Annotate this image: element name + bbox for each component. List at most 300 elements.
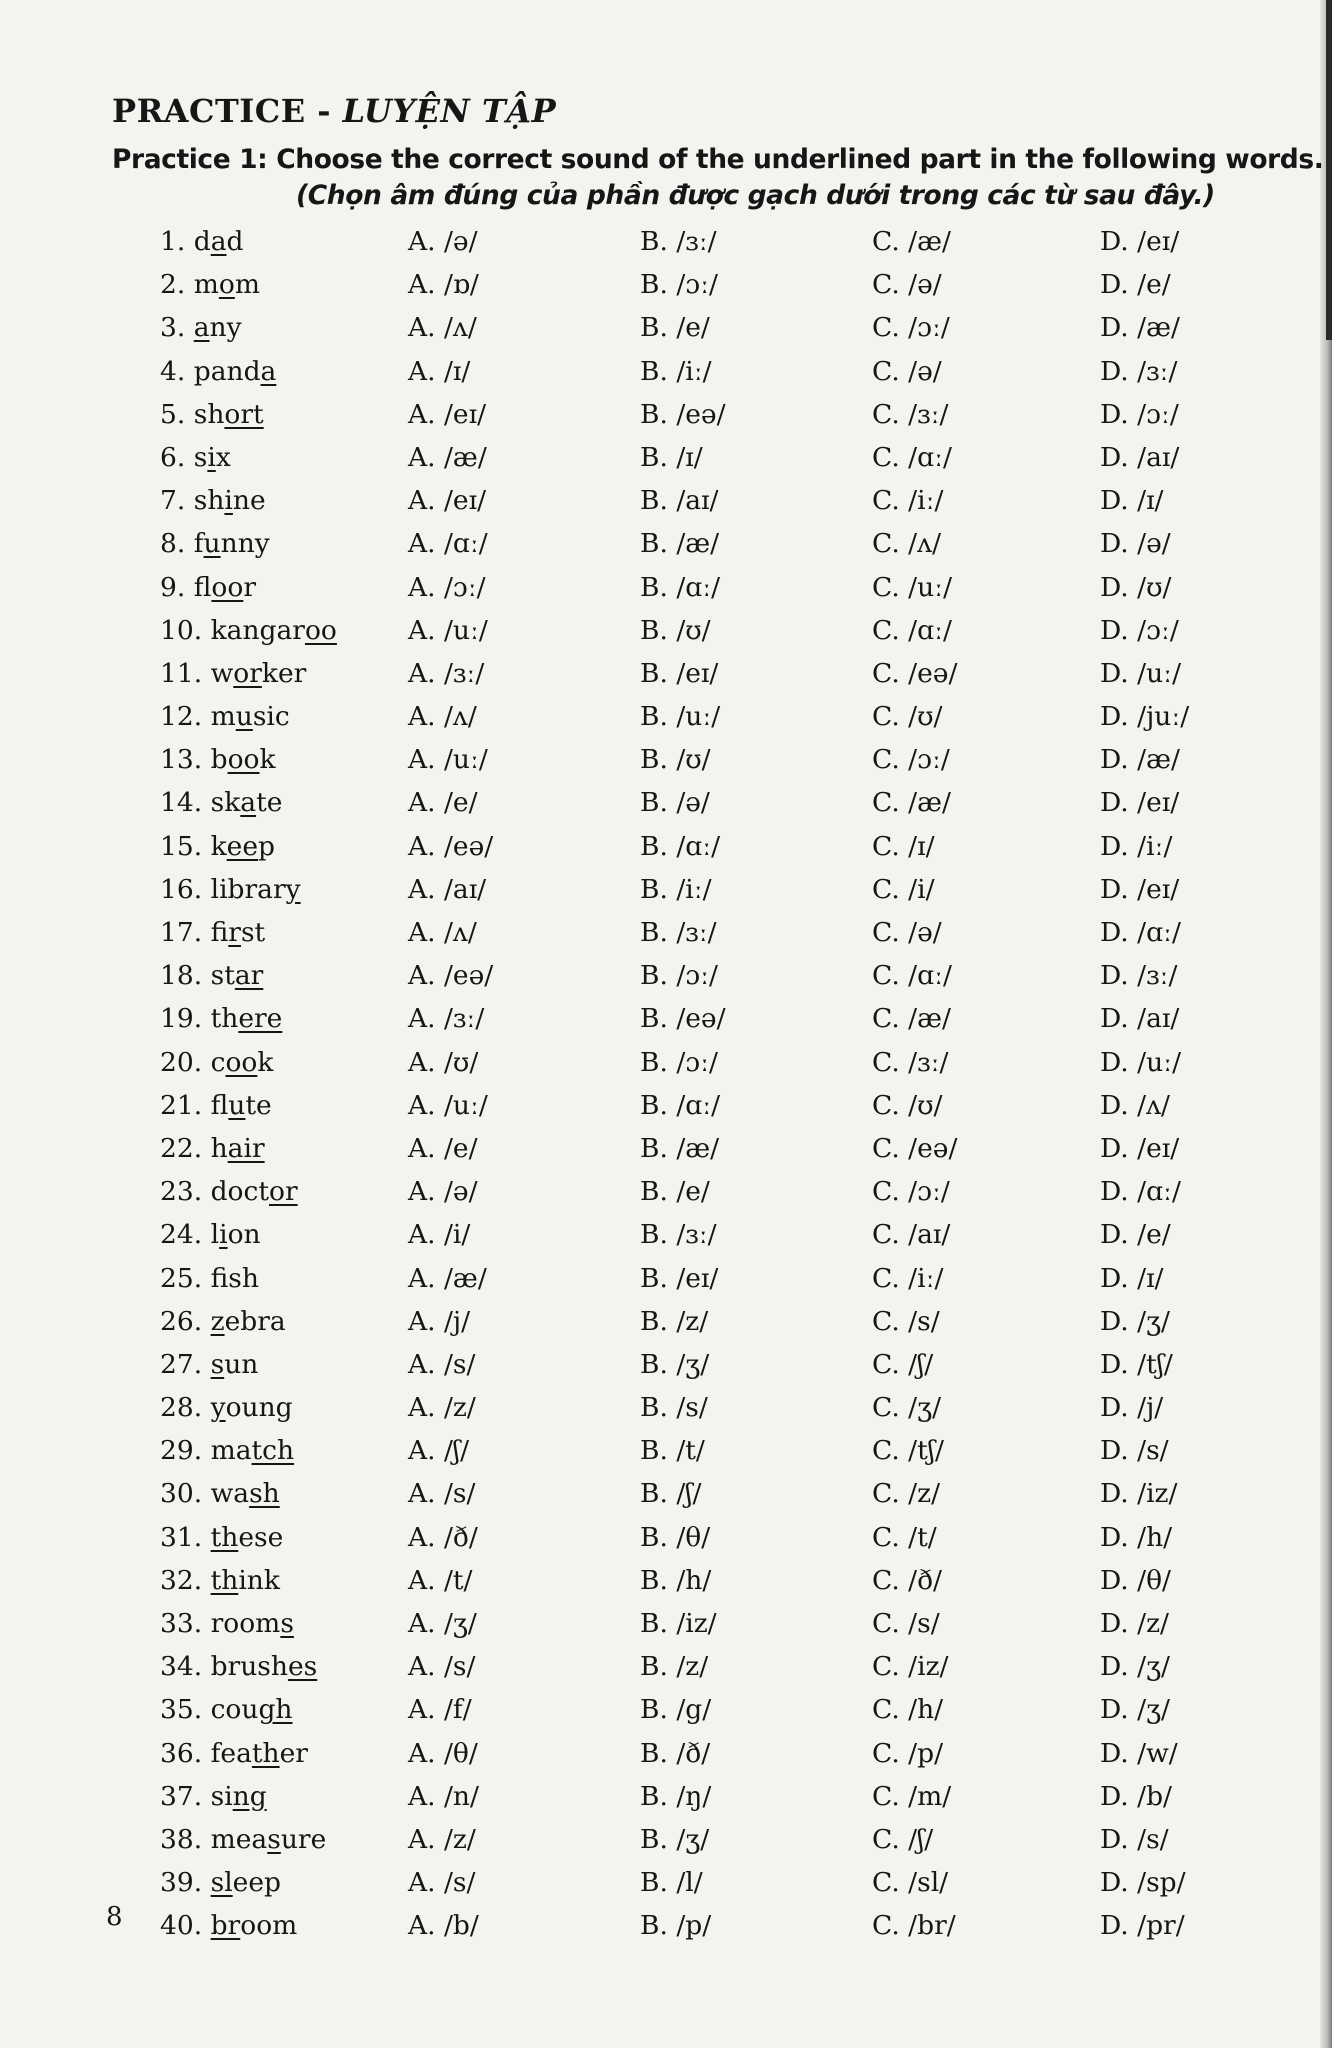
question-number: 13. (160, 744, 203, 776)
word-underlined: a (240, 787, 257, 819)
option-b: B. /z/ (640, 1651, 709, 1683)
question-word (160, 701, 290, 732)
word-underlined: ere (238, 1003, 283, 1035)
option-d: D. /pr/ (1100, 1910, 1185, 1942)
question-number: 29. (160, 1435, 203, 1467)
question-word (160, 1349, 258, 1380)
option-c: C. /ʊ/ (872, 701, 943, 733)
question-word (160, 744, 276, 775)
question-number: 38. (160, 1823, 203, 1855)
question-number: 39. (160, 1867, 203, 1899)
option-c: C. /ə/ (872, 355, 942, 387)
word-underlined: gh (258, 1694, 293, 1726)
word-prefix: d (193, 226, 211, 257)
option-d: D. /ʒ/ (1100, 1651, 1170, 1683)
question-row (0, 1690, 1332, 1733)
option-d: D. /aɪ/ (1100, 1003, 1180, 1035)
question-number: 23. (160, 1176, 203, 1208)
page-number: 8 (106, 1902, 123, 1932)
option-a: A. /æ/ (408, 1262, 487, 1294)
word-prefix: fl (193, 571, 212, 603)
question-number: 27. (160, 1348, 203, 1380)
option-c: C. /iː/ (872, 1262, 944, 1294)
option-b: B. /h/ (640, 1564, 712, 1596)
option-c: C. /ɪ/ (872, 830, 935, 862)
option-b: B. /ʃ/ (640, 1478, 702, 1510)
question-word (160, 1133, 265, 1164)
question-row (0, 870, 1332, 913)
option-d: D. /iz/ (1100, 1478, 1178, 1510)
word-prefix: pand (193, 355, 261, 387)
question-word (160, 312, 242, 343)
question-word (160, 399, 264, 430)
word-prefix: l (210, 1219, 220, 1251)
word-prefix: fea (210, 1737, 252, 1769)
question-list (0, 222, 1332, 1950)
question-row (0, 1431, 1332, 1474)
word-suffix: nny (220, 528, 270, 560)
question-row (0, 1604, 1332, 1647)
question-row (0, 1820, 1332, 1863)
word-underlined: s (210, 1348, 225, 1380)
word-suffix: sic (252, 701, 290, 733)
question-number: 37. (160, 1780, 203, 1812)
question-word (160, 356, 276, 387)
question-row (0, 265, 1332, 308)
question-row (0, 1388, 1332, 1431)
option-d: D. /e/ (1100, 269, 1171, 301)
option-b: B. /eɪ/ (640, 657, 719, 689)
word-prefix: b (210, 744, 228, 776)
word-prefix: sh (193, 485, 225, 517)
option-d: D. /s/ (1100, 1435, 1169, 1467)
option-a: A. /n/ (408, 1780, 479, 1812)
question-row (0, 1259, 1332, 1302)
word-prefix: fl (210, 1089, 229, 1121)
option-d: D. /h/ (1100, 1521, 1173, 1553)
option-c: C. /p/ (872, 1737, 943, 1769)
question-number: 31. (160, 1521, 203, 1553)
question-number: 34. (160, 1651, 203, 1683)
word-underlined: u (203, 528, 221, 560)
option-d: D. /w/ (1100, 1737, 1178, 1769)
word-suffix: ure (280, 1823, 327, 1855)
option-a: A. /ʊ/ (408, 1046, 479, 1078)
question-row (0, 1647, 1332, 1690)
question-row (0, 1561, 1332, 1604)
option-c: C. /iː/ (872, 485, 944, 517)
option-b: B. /ɑː/ (640, 571, 721, 603)
question-number: 19. (160, 1003, 203, 1035)
question-row (0, 783, 1332, 826)
word-prefix: room (210, 1608, 281, 1639)
option-d: D. /aɪ/ (1100, 441, 1180, 473)
option-d: D. /ɔː/ (1100, 614, 1179, 646)
option-b: B. /iː/ (640, 873, 712, 905)
word-underlined: th (251, 1737, 280, 1769)
question-word (160, 1090, 272, 1121)
option-d: D. /ɑː/ (1100, 1176, 1181, 1208)
option-c: C. /æ/ (872, 787, 951, 819)
word-underlined: z (210, 1305, 225, 1337)
option-c: C. /ɑː/ (872, 960, 952, 992)
question-row (0, 308, 1332, 351)
word-underlined: i (207, 441, 216, 473)
question-row (0, 1734, 1332, 1777)
word-prefix: sh (193, 398, 225, 430)
option-a: A. /ʒ/ (408, 1608, 477, 1639)
option-d: D. /tʃ/ (1100, 1348, 1173, 1380)
option-a: A. /j/ (408, 1305, 471, 1337)
option-a: A. /ʌ/ (408, 312, 477, 344)
option-c: C. /ɔː/ (872, 1176, 950, 1208)
word-underlined: oo (304, 614, 337, 646)
word-underlined: tch (251, 1435, 295, 1467)
question-number: 11. (160, 657, 203, 689)
question-row (0, 654, 1332, 697)
question-number: 2. (160, 269, 186, 301)
option-a: A. /f/ (408, 1694, 472, 1726)
option-b: B. /iz/ (640, 1608, 717, 1639)
option-b: B. /θ/ (640, 1521, 711, 1553)
word-suffix: k (259, 744, 276, 776)
option-a: A. /ɜː/ (408, 657, 485, 689)
option-c: C. /ɔː/ (872, 312, 950, 344)
option-b: B. /t/ (640, 1435, 705, 1467)
option-d: D. /uː/ (1100, 657, 1182, 689)
question-number: 24. (160, 1219, 203, 1251)
option-a: A. /eə/ (408, 830, 494, 862)
question-word (160, 1781, 267, 1812)
word-prefix: s (193, 441, 208, 473)
question-word (160, 960, 263, 991)
word-suffix: st (240, 917, 266, 948)
word-underlined: i (219, 1219, 228, 1251)
option-d: D. /eɪ/ (1100, 1132, 1180, 1164)
word-suffix: er (279, 1737, 308, 1769)
question-number: 26. (160, 1305, 203, 1337)
question-row (0, 481, 1332, 524)
question-number: 20. (160, 1046, 203, 1078)
word-prefix: kangar (210, 614, 305, 646)
question-row (0, 913, 1332, 956)
option-d: D. /juː/ (1100, 701, 1190, 733)
word-underlined: es (287, 1651, 318, 1683)
option-b: B. /ɜː/ (640, 226, 717, 257)
question-number: 18. (160, 960, 203, 992)
option-a: A. /ɜː/ (408, 1003, 485, 1035)
word-underlined: oo (225, 1046, 258, 1078)
question-word (160, 787, 282, 818)
option-b: B. /z/ (640, 1305, 709, 1337)
question-word (160, 831, 275, 862)
question-number: 14. (160, 787, 203, 819)
word-underlined: th (210, 1564, 239, 1596)
option-a: A. /s/ (408, 1348, 476, 1380)
option-c: C. /s/ (872, 1305, 940, 1337)
option-d: D. /θ/ (1100, 1564, 1171, 1596)
option-a: A. /s/ (408, 1867, 476, 1899)
option-a: A. /uː/ (408, 1089, 488, 1121)
option-a: A. /eɪ/ (408, 398, 486, 430)
question-word (160, 1176, 298, 1207)
option-c: C. /ʌ/ (872, 528, 942, 560)
option-a: A. /s/ (408, 1651, 476, 1683)
word-prefix: ma (210, 1435, 252, 1467)
word-underlined: u (235, 701, 253, 733)
option-b: B. /ʒ/ (640, 1823, 710, 1855)
question-word (160, 874, 301, 905)
word-underlined: y (210, 1392, 226, 1424)
word-prefix: th (210, 1003, 239, 1035)
option-a: A. /s/ (408, 1478, 476, 1510)
option-d: D. /ɔː/ (1100, 398, 1179, 430)
option-d: D. /eɪ/ (1100, 873, 1180, 905)
option-d: D. /ʒ/ (1100, 1305, 1170, 1337)
option-c: C. /i/ (872, 873, 935, 905)
word-underlined: sh (249, 1478, 280, 1510)
question-word (160, 226, 243, 257)
word-suffix: p (258, 830, 275, 862)
question-number: 22. (160, 1132, 203, 1164)
question-number: 9. (160, 571, 186, 603)
question-row (0, 1043, 1332, 1086)
word-suffix: te (256, 787, 283, 819)
question-word (160, 1651, 317, 1682)
option-d: D. /ɪ/ (1100, 485, 1164, 517)
option-c: C. /ʒ/ (872, 1392, 941, 1424)
option-c: C. /z/ (872, 1478, 940, 1510)
question-row (0, 827, 1332, 870)
option-b: B. /ð/ (640, 1737, 711, 1769)
option-c: C. /ʊ/ (872, 1089, 943, 1121)
question-number: 4. (160, 355, 186, 387)
question-number: 28. (160, 1392, 203, 1424)
word-prefix: c (210, 1046, 226, 1078)
question-number: 10. (160, 614, 203, 646)
option-c: C. /æ/ (872, 1003, 951, 1035)
word-prefix: st (210, 960, 235, 992)
question-row (0, 438, 1332, 481)
option-a: A. /ə/ (408, 1176, 478, 1208)
word-suffix: te (245, 1089, 272, 1121)
option-b: B. /ɜː/ (640, 1219, 717, 1251)
word-underlined: or (233, 657, 262, 689)
option-a: A. /θ/ (408, 1737, 478, 1769)
word-prefix: doct (210, 1176, 270, 1208)
question-number: 8. (160, 528, 186, 560)
word-underlined: s (280, 1608, 294, 1639)
instruction: Practice 1: Choose the correct sound of the underlined part in the following words. (112, 144, 1324, 175)
option-a: A. /e/ (408, 1132, 478, 1164)
option-d: D. /sp/ (1100, 1867, 1186, 1899)
word-underlined: sl (210, 1867, 233, 1899)
word-underlined: a (210, 226, 227, 257)
question-row (0, 222, 1332, 265)
option-c: C. /tʃ/ (872, 1435, 944, 1467)
option-b: B. /e/ (640, 312, 710, 344)
question-word (160, 1392, 293, 1423)
option-c: C. /ə/ (872, 269, 942, 301)
option-d: D. /iː/ (1100, 830, 1173, 862)
word-suffix: d (226, 226, 244, 257)
option-b: B. /e/ (640, 1176, 710, 1208)
question-row (0, 1302, 1332, 1345)
word-suffix: x (215, 441, 231, 473)
question-row (0, 999, 1332, 1042)
option-b: B. /ʊ/ (640, 744, 711, 776)
question-word (160, 1738, 308, 1769)
question-word (160, 1608, 294, 1639)
question-row (0, 1345, 1332, 1388)
question-row (0, 568, 1332, 611)
option-c: C. /ɑː/ (872, 441, 952, 473)
question-word (160, 269, 260, 300)
question-number: 7. (160, 485, 186, 517)
option-d: D. /uː/ (1100, 1046, 1182, 1078)
option-a: A. /ʌ/ (408, 701, 477, 733)
option-a: A. /b/ (408, 1910, 479, 1942)
word-underlined: a (193, 312, 210, 344)
option-b: B. /ɔː/ (640, 269, 718, 301)
option-c: C. /ɜː/ (872, 1046, 949, 1078)
option-c: C. /æ/ (872, 226, 951, 257)
question-row (0, 1474, 1332, 1517)
question-number: 6. (160, 441, 186, 473)
question-number: 12. (160, 701, 203, 733)
option-c: C. /t/ (872, 1521, 937, 1553)
word-prefix: si (210, 1780, 233, 1812)
word-suffix: sh (228, 1262, 259, 1294)
question-row (0, 956, 1332, 999)
option-c: C. /ɔː/ (872, 744, 950, 776)
page-title-en: PRACTICE - (112, 92, 343, 130)
word-prefix: m (193, 269, 219, 301)
option-c: C. /eə/ (872, 657, 958, 689)
option-b: B. /uː/ (640, 701, 721, 733)
option-d: D. /b/ (1100, 1780, 1172, 1812)
word-suffix: ink (238, 1564, 280, 1596)
word-suffix: m (234, 269, 260, 301)
question-word (160, 1694, 293, 1725)
word-prefix: mea (210, 1823, 268, 1855)
word-suffix: oom (240, 1910, 298, 1942)
question-row (0, 1215, 1332, 1258)
question-row (0, 740, 1332, 783)
option-b: B. /ʒ/ (640, 1348, 710, 1380)
question-word (160, 485, 266, 516)
question-word (160, 1867, 281, 1898)
question-row (0, 1906, 1332, 1949)
option-d: D. /s/ (1100, 1823, 1169, 1855)
option-d: D. /j/ (1100, 1392, 1164, 1424)
word-underlined: ee (226, 830, 259, 862)
option-a: A. /ɪ/ (408, 355, 471, 387)
option-a: A. /e/ (408, 787, 478, 819)
word-suffix: k (257, 1046, 274, 1078)
option-c: C. /ə/ (872, 917, 942, 948)
question-word (160, 1306, 286, 1337)
option-b: B. /ʊ/ (640, 614, 711, 646)
question-word (160, 1522, 283, 1553)
question-number: 15. (160, 830, 203, 862)
word-underlined: u (228, 1089, 246, 1121)
question-number: 16. (160, 873, 203, 905)
word-suffix: ker (261, 657, 307, 689)
question-word (160, 572, 256, 603)
word-prefix: librar (210, 873, 286, 905)
option-b: B. /ɔː/ (640, 1046, 718, 1078)
option-b: B. /ŋ/ (640, 1780, 712, 1812)
option-d: D. /ə/ (1100, 528, 1171, 560)
option-c: C. /ʃ/ (872, 1348, 934, 1380)
option-a: A. /ɒ/ (408, 269, 479, 301)
option-a: A. /ɔː/ (408, 571, 486, 603)
word-underlined: ar (234, 960, 264, 992)
word-prefix: f (193, 528, 204, 560)
option-c: C. /ʃ/ (872, 1823, 934, 1855)
question-row (0, 1777, 1332, 1820)
option-b: B. /iː/ (640, 355, 712, 387)
question-row (0, 352, 1332, 395)
word-prefix: wa (210, 1478, 250, 1510)
option-d: D. /ɪ/ (1100, 1262, 1164, 1294)
word-underlined: or (269, 1176, 298, 1208)
option-a: A. /ʃ/ (408, 1435, 470, 1467)
option-d: D. /eɪ/ (1100, 787, 1180, 819)
word-prefix: m (210, 701, 236, 733)
option-c: C. /aɪ/ (872, 1219, 951, 1251)
question-row (0, 1518, 1332, 1561)
instruction-vn: (Chọn âm đúng của phần được gạch dưới trong các từ sau đây.) (296, 180, 1215, 211)
option-d: D. /eɪ/ (1100, 226, 1180, 257)
word-underlined: ir (228, 917, 241, 948)
question-word (160, 1435, 294, 1466)
option-c: C. /ɜː/ (872, 398, 949, 430)
word-prefix: cou (210, 1694, 259, 1726)
question-row (0, 524, 1332, 567)
option-a: A. /uː/ (408, 744, 488, 776)
question-number: 1. (160, 226, 186, 257)
word-suffix: on (227, 1219, 261, 1251)
question-number: 36. (160, 1737, 203, 1769)
question-row (0, 697, 1332, 740)
option-b: B. /æ/ (640, 1132, 720, 1164)
option-a: A. /ð/ (408, 1521, 478, 1553)
option-c: C. /m/ (872, 1780, 952, 1812)
word-prefix: k (210, 830, 227, 862)
option-b: B. /eə/ (640, 398, 726, 430)
question-number: 30. (160, 1478, 203, 1510)
option-c: C. /uː/ (872, 571, 953, 603)
word-underlined: br (210, 1910, 241, 1942)
question-word (160, 442, 231, 473)
option-d: D. /ɑː/ (1100, 917, 1181, 948)
word-prefix: w (210, 657, 234, 689)
option-c: C. /h/ (872, 1694, 944, 1726)
option-a: A. /æ/ (408, 441, 487, 473)
option-d: D. /ɜː/ (1100, 960, 1178, 992)
page-title-vn: LUYỆN TẬP (342, 92, 557, 130)
option-d: D. /ʊ/ (1100, 571, 1172, 603)
option-a: A. /ɑː/ (408, 528, 488, 560)
option-b: B. /s/ (640, 1392, 708, 1424)
option-a: A. /i/ (408, 1219, 471, 1251)
option-d: D. /ʒ/ (1100, 1694, 1170, 1726)
question-row (0, 1129, 1332, 1172)
option-b: B. /ɜː/ (640, 917, 717, 948)
option-a: A. /z/ (408, 1823, 476, 1855)
